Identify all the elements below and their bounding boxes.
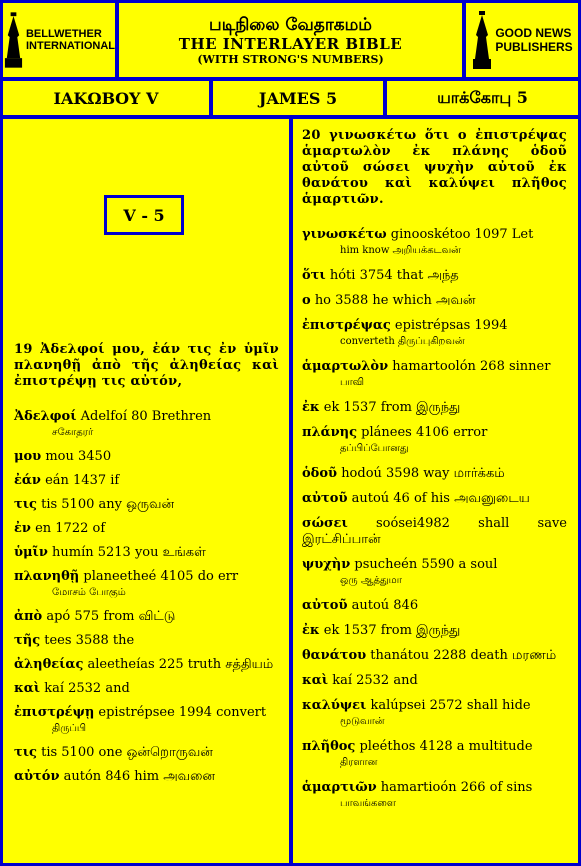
- word-gloss: autón 846 him அவனை: [63, 769, 216, 784]
- greek-word: ἁμαρτωλὸν: [302, 359, 389, 374]
- right-column-content: [302, 128, 567, 821]
- word-entry: [14, 745, 279, 761]
- word-entry: [14, 473, 279, 489]
- word-gloss-continued: மோசம் போகும்: [52, 587, 126, 598]
- word-entry: [302, 623, 567, 639]
- word-gloss: ginooskétoo 1097 Let: [390, 227, 534, 242]
- word-gloss-continued: பாவி: [340, 377, 365, 388]
- greek-word: αὐτόν: [14, 769, 60, 784]
- verse-19: 19 Ἀδελφοί μου, ἐάν τις ἐν ὑμῖν πλανηθῇ ἀπὸ τῆς ἀληθείας καὶ ἐπιστρέψῃ τις αὐτόν,: [14, 342, 279, 389]
- word-gloss: epistrépsee 1994 convert: [98, 705, 267, 720]
- greek-word: ἐπιστρέψας: [302, 318, 391, 333]
- word-gloss-continued: திரளான: [340, 757, 378, 768]
- word-gloss-continued: ஒரு ஆத்துமா: [340, 575, 402, 586]
- word-gloss: autoú 46 of his அவனுடைய: [351, 491, 530, 506]
- right-logo: [463, 0, 581, 80]
- word-entry: [14, 681, 279, 697]
- word-gloss: hodoú 3598 way மார்க்கம்: [341, 466, 505, 481]
- word-gloss: humín 5213 you உங்கள்: [52, 545, 206, 560]
- greek-word: καὶ: [302, 673, 329, 688]
- greek-word: γινωσκέτω: [302, 227, 387, 242]
- word-gloss-continued: திருப்பி: [52, 723, 87, 734]
- word-gloss: hamartoolón 268 sinner: [392, 359, 551, 374]
- greek-word: Ἀδελφοί: [14, 409, 77, 424]
- word-entry: [14, 449, 279, 465]
- greek-word: αὐτοῦ: [302, 491, 348, 506]
- word-entry: [302, 400, 567, 416]
- left-logo-line2: INTERNATIONAL: [25, 40, 115, 52]
- word-entry: [14, 569, 279, 601]
- word-gloss: en 1722 of: [35, 521, 106, 536]
- word-entry: [302, 780, 567, 812]
- word-entry: [14, 497, 279, 513]
- greek-word: πλανηθῇ: [14, 569, 80, 584]
- word-entry: [14, 609, 279, 625]
- chapter-box: V - 5: [104, 195, 184, 235]
- greek-word: ἐκ: [302, 623, 320, 638]
- english-book-label: JAMES 5: [210, 78, 386, 118]
- greek-word: ἐπιστρέψῃ: [14, 705, 95, 720]
- greek-word: ο: [302, 293, 311, 308]
- word-entry: [302, 318, 567, 350]
- word-entry: [302, 557, 567, 589]
- greek-word: ἐάν: [14, 473, 41, 488]
- word-entry: [302, 227, 567, 259]
- greek-word: πλάνης: [302, 425, 358, 440]
- word-gloss: tis 5100 any ஒருவன்: [41, 497, 175, 512]
- word-gloss-continued: him know அறியக்கடவன்: [340, 245, 461, 256]
- greek-word: ὁδοῦ: [302, 466, 338, 481]
- left-logo: [0, 0, 118, 80]
- word-gloss: tis 5100 one ஒன்றொருவன்: [41, 745, 213, 760]
- word-entry: [302, 359, 567, 391]
- word-gloss: epistrépsas 1994: [394, 318, 508, 333]
- greek-word: ὅτι: [302, 268, 326, 283]
- word-entry: [14, 657, 279, 673]
- word-gloss: ho 3588 he which அவன்: [314, 293, 476, 308]
- greek-word: καλύψει: [302, 698, 367, 713]
- left-column-content: [14, 342, 279, 793]
- title-block: [116, 0, 465, 80]
- word-gloss: hóti 3754 that அந்த: [329, 268, 459, 283]
- greek-word: μου: [14, 449, 42, 464]
- word-entry: [302, 491, 567, 507]
- tamil-book-label: யாக்கோபு 5: [384, 78, 581, 118]
- word-entry: [302, 516, 567, 548]
- greek-word: ἁμαρτιῶν: [302, 780, 377, 795]
- greek-book-label: ΙΑΚΩΒΟΥ V: [0, 78, 212, 118]
- word-entry: [14, 633, 279, 649]
- word-entry: [14, 769, 279, 785]
- word-gloss: kaí 2532 and: [332, 673, 418, 688]
- greek-word: ἐν: [14, 521, 31, 536]
- word-gloss: psucheén 5590 a soul: [354, 557, 498, 572]
- word-gloss: kaí 2532 and: [44, 681, 130, 696]
- greek-word: τις: [14, 745, 37, 760]
- word-entry: [302, 268, 567, 284]
- word-gloss: hamartioón 266 of sins: [380, 780, 533, 795]
- word-gloss: tees 3588 the: [44, 633, 135, 648]
- word-gloss: autoú 846: [351, 598, 419, 613]
- greek-word: καὶ: [14, 681, 41, 696]
- word-entry: [302, 425, 567, 457]
- word-gloss: ek 1537 from இருந்து: [323, 623, 461, 638]
- tamil-title: படிநிலை வேதாகமம்: [209, 14, 372, 35]
- word-gloss: pleéthos 4128 a multitude: [359, 739, 533, 754]
- word-gloss-continued: சகோதரர்: [52, 427, 94, 438]
- left-entries: [14, 409, 279, 785]
- greek-word: ἀληθείας: [14, 657, 84, 672]
- word-gloss: plánees 4106 error: [361, 425, 488, 440]
- word-entry: [302, 598, 567, 614]
- word-gloss-continued: தப்பிப்போனது: [340, 443, 409, 454]
- word-gloss-continued: பாவங்களை: [340, 798, 396, 809]
- word-gloss-continued: converteth திருப்புகிறவன்: [340, 336, 465, 347]
- right-logo-line2: PUBLISHERS: [495, 40, 573, 54]
- word-entry: [302, 739, 567, 771]
- word-gloss: eán 1437 if: [45, 473, 120, 488]
- word-entry: [302, 466, 567, 482]
- word-gloss: mou 3450: [45, 449, 112, 464]
- word-gloss-continued: மூடுவான்: [340, 716, 385, 727]
- greek-word: θανάτου: [302, 648, 367, 663]
- word-entry: [302, 648, 567, 664]
- word-gloss: Adelfoí 80 Brethren: [80, 409, 212, 424]
- subtitle: (WITH STRONG'S NUMBERS): [197, 52, 384, 66]
- word-gloss: kalúpsei 2572 shall hide: [370, 698, 531, 713]
- right-logo-line1: GOOD NEWS: [495, 26, 572, 40]
- bellwether-logo-icon: [3, 9, 24, 71]
- greek-word: τις: [14, 497, 37, 512]
- word-gloss: soósei4982 shall save இரட்சிப்பான்: [302, 516, 567, 547]
- right-entries: [302, 227, 567, 812]
- greek-word: πλῆθος: [302, 739, 356, 754]
- greek-word: τῆς: [14, 633, 41, 648]
- left-logo-line1: BELLWETHER: [25, 28, 102, 40]
- greek-word: σώσει: [302, 516, 348, 531]
- greek-word: ἐκ: [302, 400, 320, 415]
- word-gloss: apó 575 from விட்டு: [46, 609, 176, 624]
- greek-word: αὐτοῦ: [302, 598, 348, 613]
- word-entry: [302, 293, 567, 309]
- word-gloss: aleetheías 225 truth சத்தியம்: [87, 657, 274, 672]
- english-title: THE INTERLAYER BIBLE: [178, 34, 403, 53]
- greek-word: ψυχὴν: [302, 557, 351, 572]
- word-gloss: thanátou 2288 death மரணம்: [370, 648, 557, 663]
- word-gloss: planeetheé 4105 do err: [83, 569, 239, 584]
- word-entry: [14, 705, 279, 737]
- word-entry: [14, 521, 279, 537]
- greek-word: ἀπὸ: [14, 609, 43, 624]
- word-entry: [302, 673, 567, 689]
- word-entry: [14, 545, 279, 561]
- word-gloss: ek 1537 from இருந்து: [323, 400, 461, 415]
- greek-word: ὑμῖν: [14, 545, 48, 560]
- good-news-logo-icon: [471, 9, 493, 71]
- verse-20: 20 γινωσκέτω ὅτι ο ἐπιστρέψας ἁμαρτωλὸν ἐκ πλάνης ὁδοῦ αὐτοῦ σώσει ψυχὴν αὐτοῦ ἐκ θανάτου καὶ καλύψει πλῆθος ἁμαρτιῶν.: [302, 128, 567, 207]
- word-entry: [302, 698, 567, 730]
- word-entry: [14, 409, 279, 441]
